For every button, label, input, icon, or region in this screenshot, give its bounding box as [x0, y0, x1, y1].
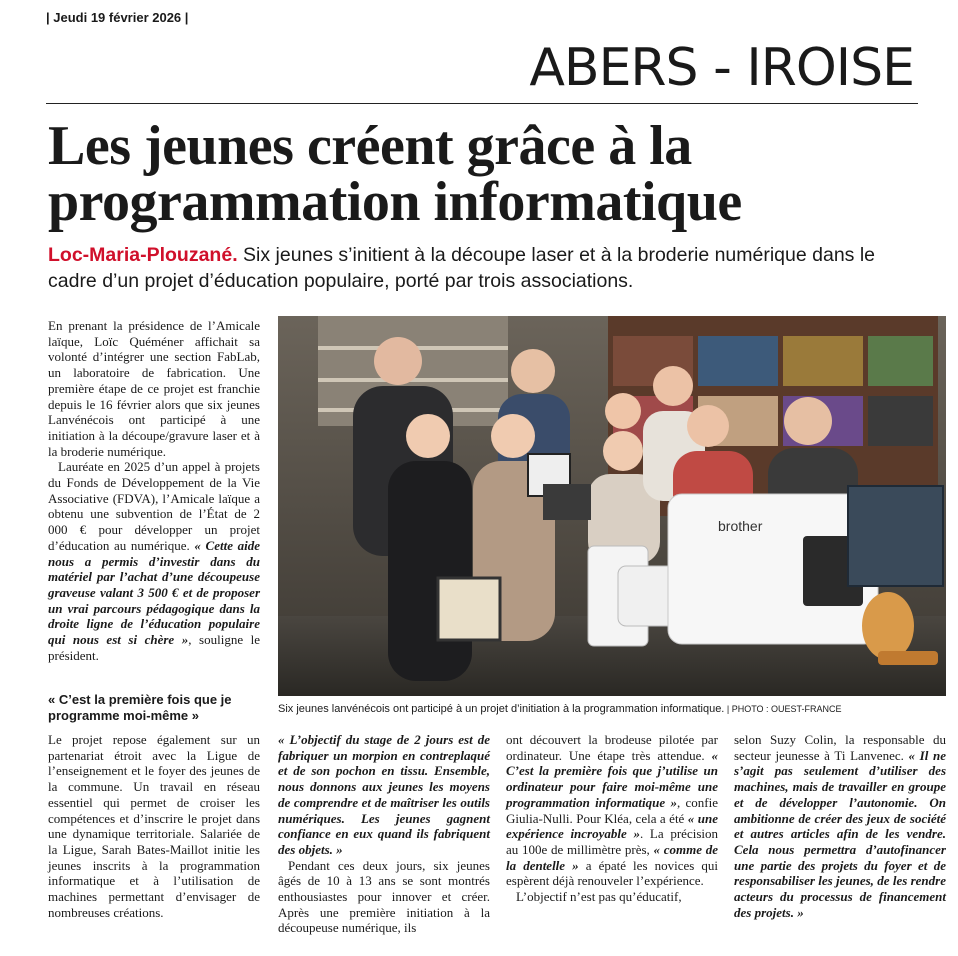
header-rule	[46, 103, 918, 104]
article-column-1-bottom	[48, 732, 260, 920]
photo-credit: | PHOTO : OUEST-FRANCE	[724, 704, 842, 714]
paragraph: En prenant la présidence de l’Amicale laïque, Loïc Quéméner affichait sa volonté d’intégrer une section FabLab, un laboratoire de fabrication. Une première étape de ce projet est franchie depuis le 16 février alors que six jeunes Lanvénécois ont participé à une initiation à la découpe/gravure laser et à la broderie numérique.	[48, 318, 260, 459]
photo-scene	[278, 316, 946, 696]
standfirst	[48, 242, 928, 294]
standfirst-text: Six jeunes s’initient à la découpe laser et à la broderie numérique dans le cadre d’un projet d’éducation populaire, porté par trois associations.	[48, 244, 876, 292]
article-column-1	[48, 318, 260, 663]
caption-text: Six jeunes lanvénécois ont participé à un projet d’initiation à la programmation informatique.	[278, 703, 725, 715]
dateline-location: Loc-Maria-Plouzané.	[48, 244, 238, 266]
headline-line-2: programmation informatique	[48, 171, 742, 233]
quote: « Cette aide nous a permis d’investir dans du matériel par l’achat d’une découpeuse graveuse valant 3 500 € et de proposer un vrai parcours pédagogique dans la droite ligne de l’éducation populaire qui nous est si chère »	[48, 537, 260, 648]
photo-caption	[278, 703, 946, 715]
date-line: | Jeudi 19 février 2026 |	[46, 10, 189, 25]
article-photo	[278, 316, 946, 696]
paragraph: selon Suzy Colin, la responsable du secteur jeunesse à Ti Lanvenec. « Il ne s’agit pas seulement d’utiliser des machines, mais de travailler en groupe et de développer l’autonomie. On ambitionne de créer des jeux de société et autres articles afin de les vendre. Cela nous permettra d’autofinancer une partie des projets du foyer et de responsabiliser les jeunes, de les rendre acteurs du processus de financement des projets. »	[734, 732, 946, 920]
paragraph: ont découvert la brodeuse pilotée par ordinateur. Une étape très attendue. « C’est la première fois que j’utilise un ordinateur pour faire moi-même une programmation informatique », confie Giulia-Nulli. Pour Kléa, cela a été « une expérience incroyable ». La précision au 100e de millimètre près, « comme de la dentelle » a épaté les novices qui espèrent déjà renouveler l’expérience.	[506, 732, 719, 889]
paragraph: Le projet repose également sur un partenariat étroit avec la Ligue de l’enseignement et le foyer des jeunes de la commune. Un travail en réseau essentiel qui permet de croiser les compétences et d’inscrire le projet dans une dynamique territoriale. Salariée de la Ligue, Sarah Bates-Maillot initie les jeunes inscrits à la programmation informatique et à l’utilisation de machines permettant d’envisager de nombreuses créations.	[48, 732, 260, 920]
intertitle: « C’est la première fois que je programme moi-même »	[48, 692, 232, 723]
headline-line-1: Les jeunes créent grâce à la	[48, 115, 692, 177]
paragraph: Pendant ces deux jours, six jeunes âgés de 10 à 13 ans se sont montrés enthousiastes pour innover et créer. Après une première initiation à la découpeuse numérique, ils	[278, 857, 490, 936]
paragraph: Lauréate en 2025 d’un appel à projets du Fonds de Développement de la Vie Associative (FDVA), l’Amicale laïque a obtenu une subvention de l’État de 2 000 € pour développer un projet d’éducation au numérique. « Cette aide nous a permis d’investir dans du matériel par l’achat d’une découpeuse graveuse valant 3 500 € et de proposer un vrai parcours pédagogique dans la droite ligne de l’éducation populaire qui nous est si chère », souligne le président.	[48, 459, 261, 663]
section-title: ABERS - IROISE	[529, 38, 914, 98]
quote: « une expérience incroyable »	[506, 810, 718, 842]
paragraph	[278, 732, 490, 858]
quote: « comme de la dentelle »	[506, 841, 719, 873]
article-column-3	[506, 732, 718, 905]
machine-brand: brother	[718, 518, 763, 534]
paragraph: L’objectif n’est pas qu’éducatif,	[516, 889, 682, 905]
article-column-4	[734, 732, 946, 920]
quote: « L’objectif du stage de 2 jours est de fabriquer un morpion en contreplaqué et de son pochon en tissu. Ensemble, nous donnons aux jeunes les moyens de comprendre et de maîtriser les outils numériques. Les jeunes gagnent confiance en eux quand ils fabriquent des objets. »	[278, 732, 490, 857]
laser-cut-box	[438, 578, 500, 640]
headline	[48, 115, 928, 233]
quote: « C’est la première fois que j’utilise un ordinateur pour faire moi-même une programmation informatique »	[506, 747, 719, 810]
quote: « Il ne s’agit pas seulement d’utiliser des machines, mais de travailler en groupe et de développer l’autonomie. On ambitionne de créer des jeux de société et autres articles afin de les vendre. Cela nous permettra d’autofinancer une partie des projets du foyer et de responsabiliser les jeunes, de les rendre acteurs du processus de financement des projets. »	[734, 747, 946, 920]
article-column-2	[278, 732, 490, 936]
